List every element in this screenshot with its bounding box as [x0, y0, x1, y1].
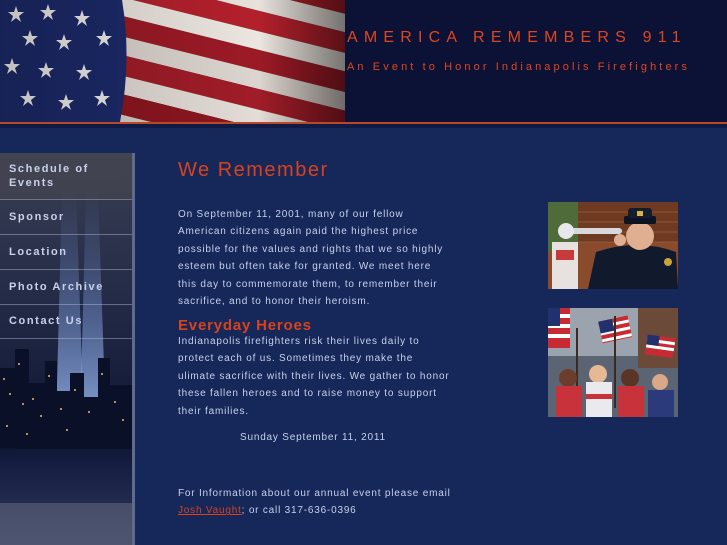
sidebar-item-sponsor[interactable]: Sponsor [9, 211, 65, 223]
contact-prefix: For Information about our annual event please email [178, 488, 451, 499]
intro-paragraph: On September 11, 2001, many of our fellow American citizens again paid the highest price possible for the values and rights that we so highly esteem but often take for granted. We meet here this day to commemorate them, to remember their sacrifice, and to honor their heroism. [178, 209, 444, 308]
site-header [0, 0, 727, 122]
contact-phone: ; or call 317-636-0396 [241, 505, 357, 517]
nav-divider [0, 199, 132, 200]
sidebar-item-contact-us[interactable]: Contact Us [9, 315, 84, 327]
site-title: AMERICA REMEMBERS 911 [347, 29, 687, 46]
site-subtitle: An Event to Honor Indianapolis Firefighters [347, 61, 691, 73]
sidebar-border [132, 153, 135, 545]
contact-line [178, 502, 451, 519]
event-date: Sunday September 11, 2011 [240, 432, 386, 443]
heroes-paragraph: Indianapolis firefighters risk their lives daily to protect each of us. Sometimes they make the ulimate sacrifice with their lives. We gather to honor these fallen heroes and to raise money to support their families. [178, 336, 450, 417]
email-link[interactable]: Josh Vaught [178, 505, 242, 517]
section-title-everyday-heroes: Everyday Heroes [178, 317, 312, 334]
header-divider-shadow [0, 124, 727, 128]
sidebar-item-photo-archive[interactable]: Photo Archive [9, 281, 104, 293]
nav-divider [0, 234, 132, 235]
sidebar-item-location[interactable]: Location [9, 246, 68, 258]
page-title: We Remember [178, 159, 329, 181]
contact-info [178, 485, 451, 520]
sidebar [0, 153, 135, 545]
nav-divider [0, 269, 132, 270]
nav-divider [0, 338, 132, 339]
firefighter-bugler-photo [548, 202, 678, 289]
american-flag-image [0, 0, 345, 122]
nav-divider [0, 304, 132, 305]
parade-flags-photo [548, 308, 678, 417]
sidebar-item-schedule-of-events[interactable]: Schedule of Events [9, 163, 89, 189]
